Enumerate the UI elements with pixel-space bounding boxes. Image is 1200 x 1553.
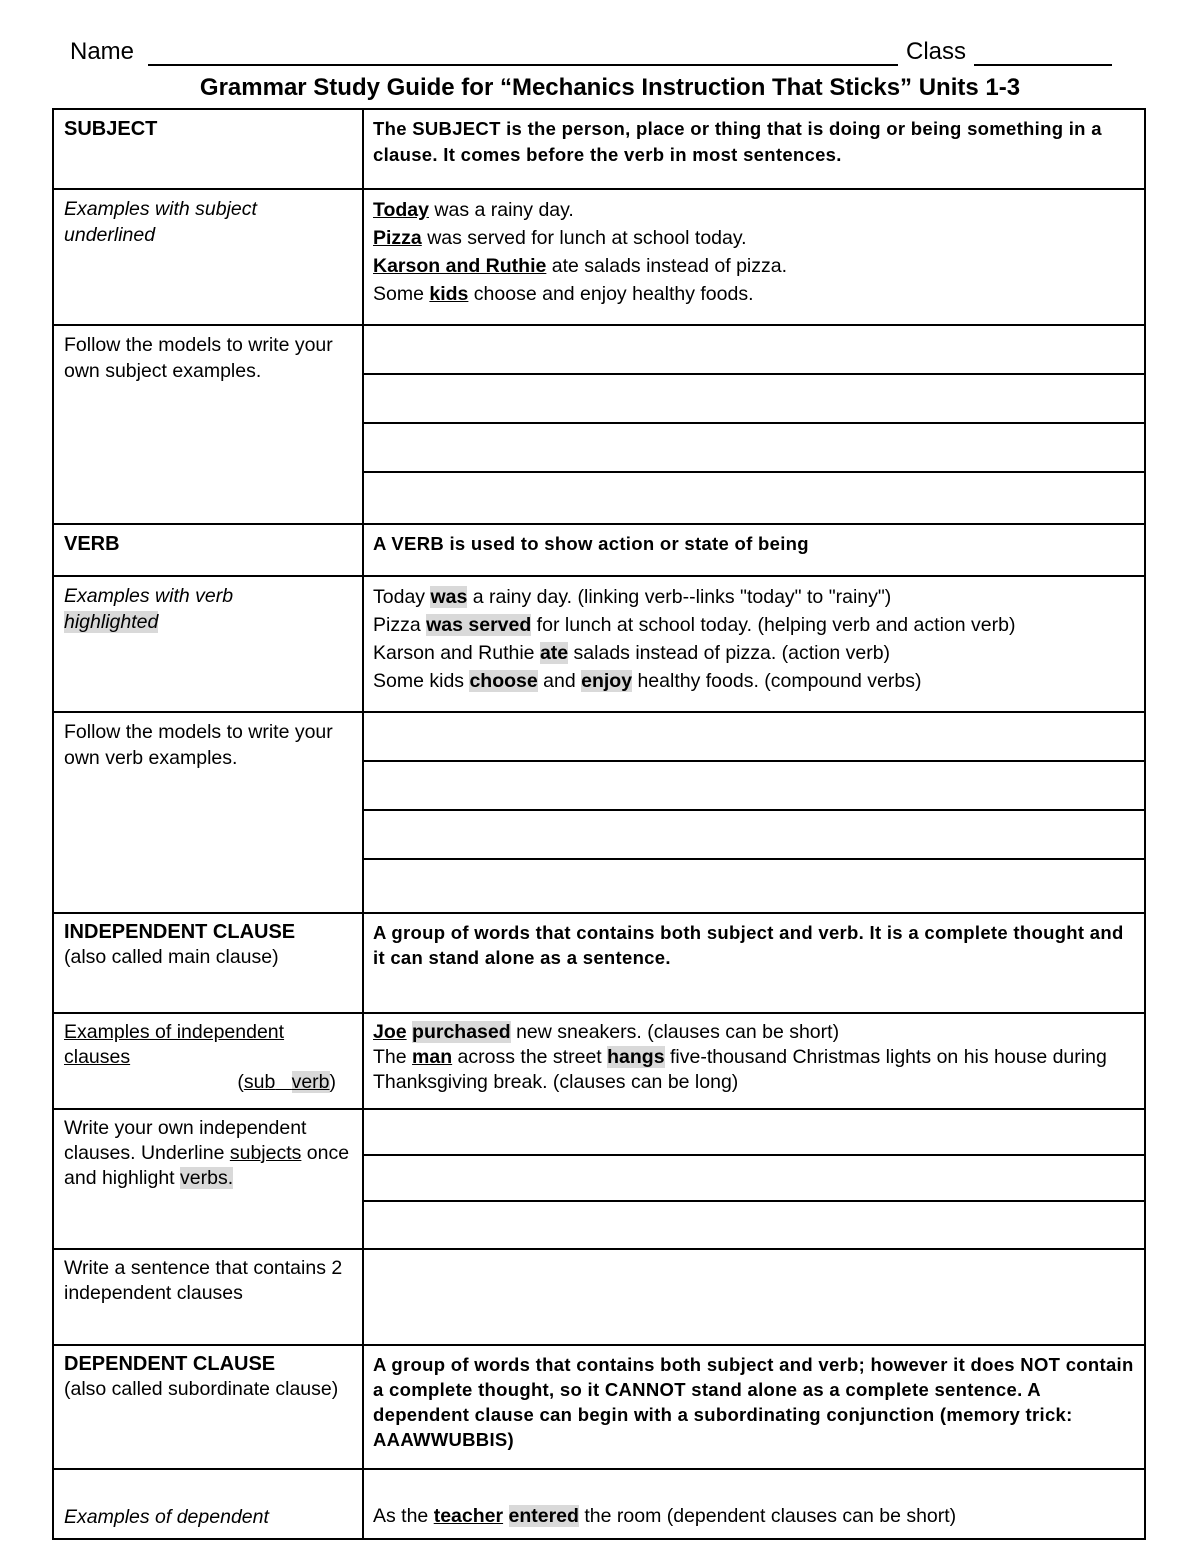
- name-class-line: [0, 36, 1200, 70]
- dependent-term: DEPENDENT CLAUSE: [64, 1353, 276, 1375]
- write-line[interactable]: [364, 424, 1144, 473]
- write-line[interactable]: [364, 375, 1144, 424]
- independent-examples-row: [53, 1013, 1145, 1109]
- write-line[interactable]: [364, 1202, 1144, 1248]
- subject-example: Some kids choose and enjoy healthy foods.: [373, 283, 754, 305]
- write-line[interactable]: [364, 1110, 1144, 1156]
- subject-definition: The SUBJECT is the person, place or thing that is doing or being something in a clause. It comes before the verb in most sentences.: [363, 109, 1145, 189]
- subject-examples-label: Examples with subject underlined: [53, 189, 363, 325]
- write-line[interactable]: [364, 326, 1144, 375]
- name-label: Name: [70, 38, 135, 65]
- dependent-definition-row: [53, 1345, 1145, 1469]
- two-clause-answer[interactable]: [363, 1249, 1145, 1345]
- dependent-examples-label: Examples of dependent: [53, 1469, 363, 1539]
- verb-term: VERB: [64, 533, 120, 555]
- independent-examples-label: Examples of independent clauses (sub verb): [53, 1013, 363, 1109]
- verb-example: Pizza was served for lunch at school today. (helping verb and action verb): [373, 614, 1016, 636]
- verb-practice-label: Follow the models to write your own verb examples.: [53, 712, 363, 913]
- two-clause-row: [53, 1249, 1145, 1345]
- class-label: Class: [906, 38, 967, 65]
- verb-example: Karson and Ruthie ate salads instead of pizza. (action verb): [373, 642, 891, 664]
- dependent-example: As the teacher entered the room (dependent clauses can be short): [373, 1505, 957, 1527]
- independent-definition-row: [53, 913, 1145, 1013]
- subject-example: Pizza was served for lunch at school today.: [373, 227, 747, 249]
- subject-example: Today was a rainy day.: [373, 199, 574, 221]
- name-blank[interactable]: [148, 64, 898, 66]
- independent-example: Joe purchased new sneakers. (clauses can be short): [373, 1021, 840, 1043]
- independent-note: (also called main clause): [64, 946, 279, 968]
- independent-example: The man across the street hangs five-thousand Christmas lights on his house during Thanksgiving break. (clauses can be long): [373, 1046, 1107, 1093]
- subject-term: SUBJECT: [64, 118, 158, 140]
- verb-example: Some kids choose and enjoy healthy foods. (compound verbs): [373, 670, 922, 692]
- two-clause-label: Write a sentence that contains 2 independent clauses: [53, 1249, 363, 1345]
- verb-practice-row: [53, 712, 1145, 913]
- verb-definition: A VERB is used to show action or state of being: [363, 524, 1145, 576]
- dependent-definition: A group of words that contains both subject and verb; however it does NOT contain a complete thought, so it CANNOT stand alone as a complete sentence. A dependent clause can begin with a subordinating conjunction (memory trick: AAAWWUBBIS): [363, 1345, 1145, 1469]
- dependent-examples-row: [53, 1469, 1145, 1539]
- verb-examples: [363, 576, 1145, 712]
- write-line[interactable]: [364, 762, 1144, 811]
- write-line[interactable]: [364, 811, 1144, 860]
- subject-practice-row: [53, 325, 1145, 524]
- dependent-note: (also called subordinate clause): [64, 1378, 339, 1400]
- study-guide-table: [52, 108, 1146, 1540]
- independent-examples: [363, 1013, 1145, 1109]
- dependent-examples: [363, 1469, 1145, 1539]
- subject-examples-row: [53, 189, 1145, 325]
- independent-practice-row: [53, 1109, 1145, 1249]
- verb-definition-row: [53, 524, 1145, 576]
- write-line[interactable]: [364, 860, 1144, 909]
- subject-example: Karson and Ruthie ate salads instead of pizza.: [373, 255, 788, 277]
- write-line[interactable]: [364, 1156, 1144, 1202]
- independent-practice-label: Write your own independent clauses. Underline subjects once and highlight verbs.: [53, 1109, 363, 1249]
- verb-examples-label: Examples with verb highlighted: [53, 576, 363, 712]
- subject-practice-label: Follow the models to write your own subject examples.: [53, 325, 363, 524]
- write-line[interactable]: [364, 713, 1144, 762]
- write-line[interactable]: [364, 473, 1144, 522]
- subject-verb-key: (sub verb): [237, 1071, 336, 1093]
- subject-definition-row: [53, 109, 1145, 189]
- verb-example: Today was a rainy day. (linking verb--links "today" to "rainy"): [373, 586, 892, 608]
- class-blank[interactable]: [974, 64, 1112, 66]
- verb-examples-row: [53, 576, 1145, 712]
- subject-examples: [363, 189, 1145, 325]
- independent-term: INDEPENDENT CLAUSE: [64, 921, 296, 943]
- page-title: Grammar Study Guide for “Mechanics Instruction That Sticks” Units 1-3: [199, 74, 1021, 101]
- independent-definition: A group of words that contains both subject and verb. It is a complete thought and it can stand alone as a sentence.: [363, 913, 1145, 1013]
